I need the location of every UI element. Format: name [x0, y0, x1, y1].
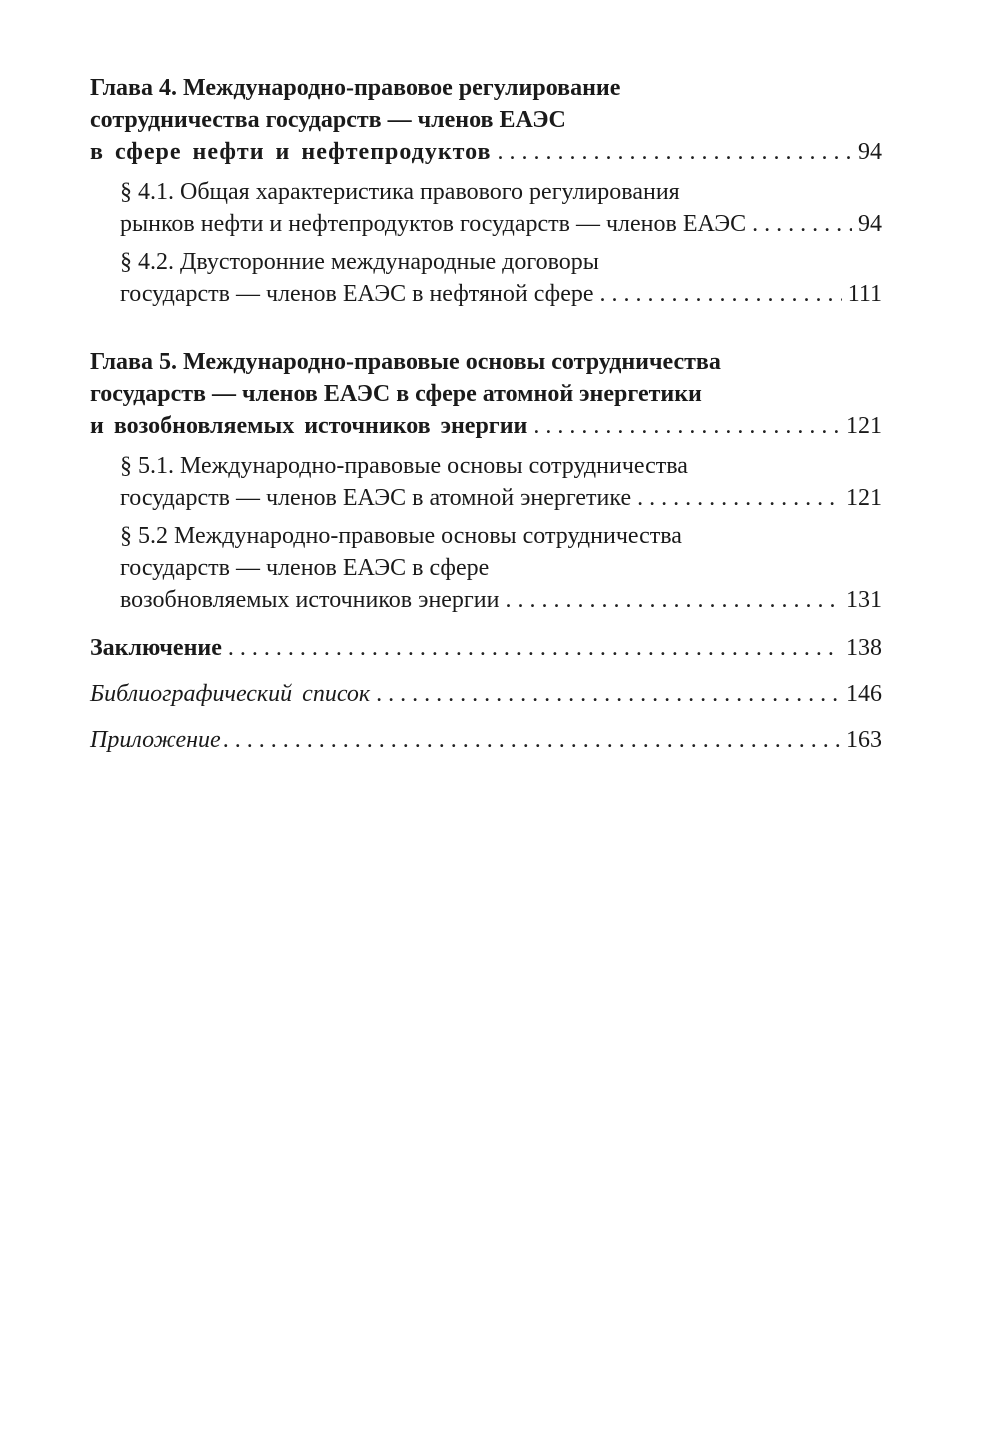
dot-leader	[505, 584, 840, 616]
toc-section-5-2[interactable]	[90, 520, 882, 616]
toc-entry-line: § 5.2 Международно-правовые основы сотрудничества	[120, 523, 682, 549]
dot-leader	[376, 678, 840, 710]
toc-entry-line: в сфере нефти и нефтепродуктов	[90, 139, 492, 165]
toc-entry-line: сотрудничества государств — членов ЕАЭС	[90, 107, 566, 133]
dot-leader	[600, 278, 842, 310]
toc-entry-line: § 5.1. Международно-правовые основы сотрудничества	[120, 453, 688, 479]
toc-entry-line: государств — членов ЕАЭС в атомной энергетике	[120, 485, 632, 511]
page-number: 138	[846, 635, 882, 661]
toc-appendix[interactable]	[90, 724, 882, 756]
toc-section-4-2[interactable]	[90, 246, 882, 310]
toc-entry-line: Глава 5. Международно-правовые основы сотрудничества	[90, 349, 721, 375]
page-number: 121	[846, 485, 882, 511]
dot-leader	[228, 632, 840, 664]
page-number: 131	[846, 587, 882, 613]
toc-entry-line: рынков нефти и нефтепродуктов государств — членов ЕАЭС	[120, 211, 747, 237]
toc-entry-line: государств — членов ЕАЭС в нефтяной сфере	[120, 281, 594, 307]
toc-entry-line: Заключение	[90, 635, 222, 661]
page-number: 121	[846, 413, 882, 439]
dot-leader	[498, 136, 853, 168]
page-number: 94	[858, 211, 882, 237]
page-number: 163	[846, 727, 882, 753]
toc-bibliography[interactable]	[90, 678, 882, 710]
toc-entry-line: государств — членов ЕАЭС в сфере атомной энергетики	[90, 381, 702, 407]
page-number: 146	[846, 681, 882, 707]
table-of-contents	[90, 72, 882, 756]
page-number: 111	[847, 281, 882, 307]
toc-entry-line: Глава 4. Международно-правовое регулирование	[90, 75, 621, 101]
dot-leader	[533, 410, 840, 442]
page-number: 94	[858, 139, 882, 165]
toc-conclusion[interactable]	[90, 632, 882, 664]
dot-leader	[223, 724, 840, 756]
toc-entry-line: и возобновляемых источников энергии	[90, 413, 528, 439]
toc-chapter-5[interactable]	[90, 346, 882, 442]
toc-chapter-4[interactable]	[90, 72, 882, 168]
dot-leader	[637, 482, 840, 514]
toc-entry-line: Приложение	[90, 727, 221, 753]
toc-entry-line: § 4.2. Двусторонние международные договоры	[120, 249, 599, 275]
toc-section-4-1[interactable]	[90, 176, 882, 240]
toc-entry-line: государств — членов ЕАЭС в сфере	[120, 555, 490, 581]
toc-section-5-1[interactable]	[90, 450, 882, 514]
toc-entry-line: Библиографический список	[90, 681, 371, 707]
dot-leader	[752, 208, 852, 240]
toc-entry-line: § 4.1. Общая характеристика правового регулирования	[120, 179, 680, 205]
toc-entry-line: возобновляемых источников энергии	[120, 587, 500, 613]
